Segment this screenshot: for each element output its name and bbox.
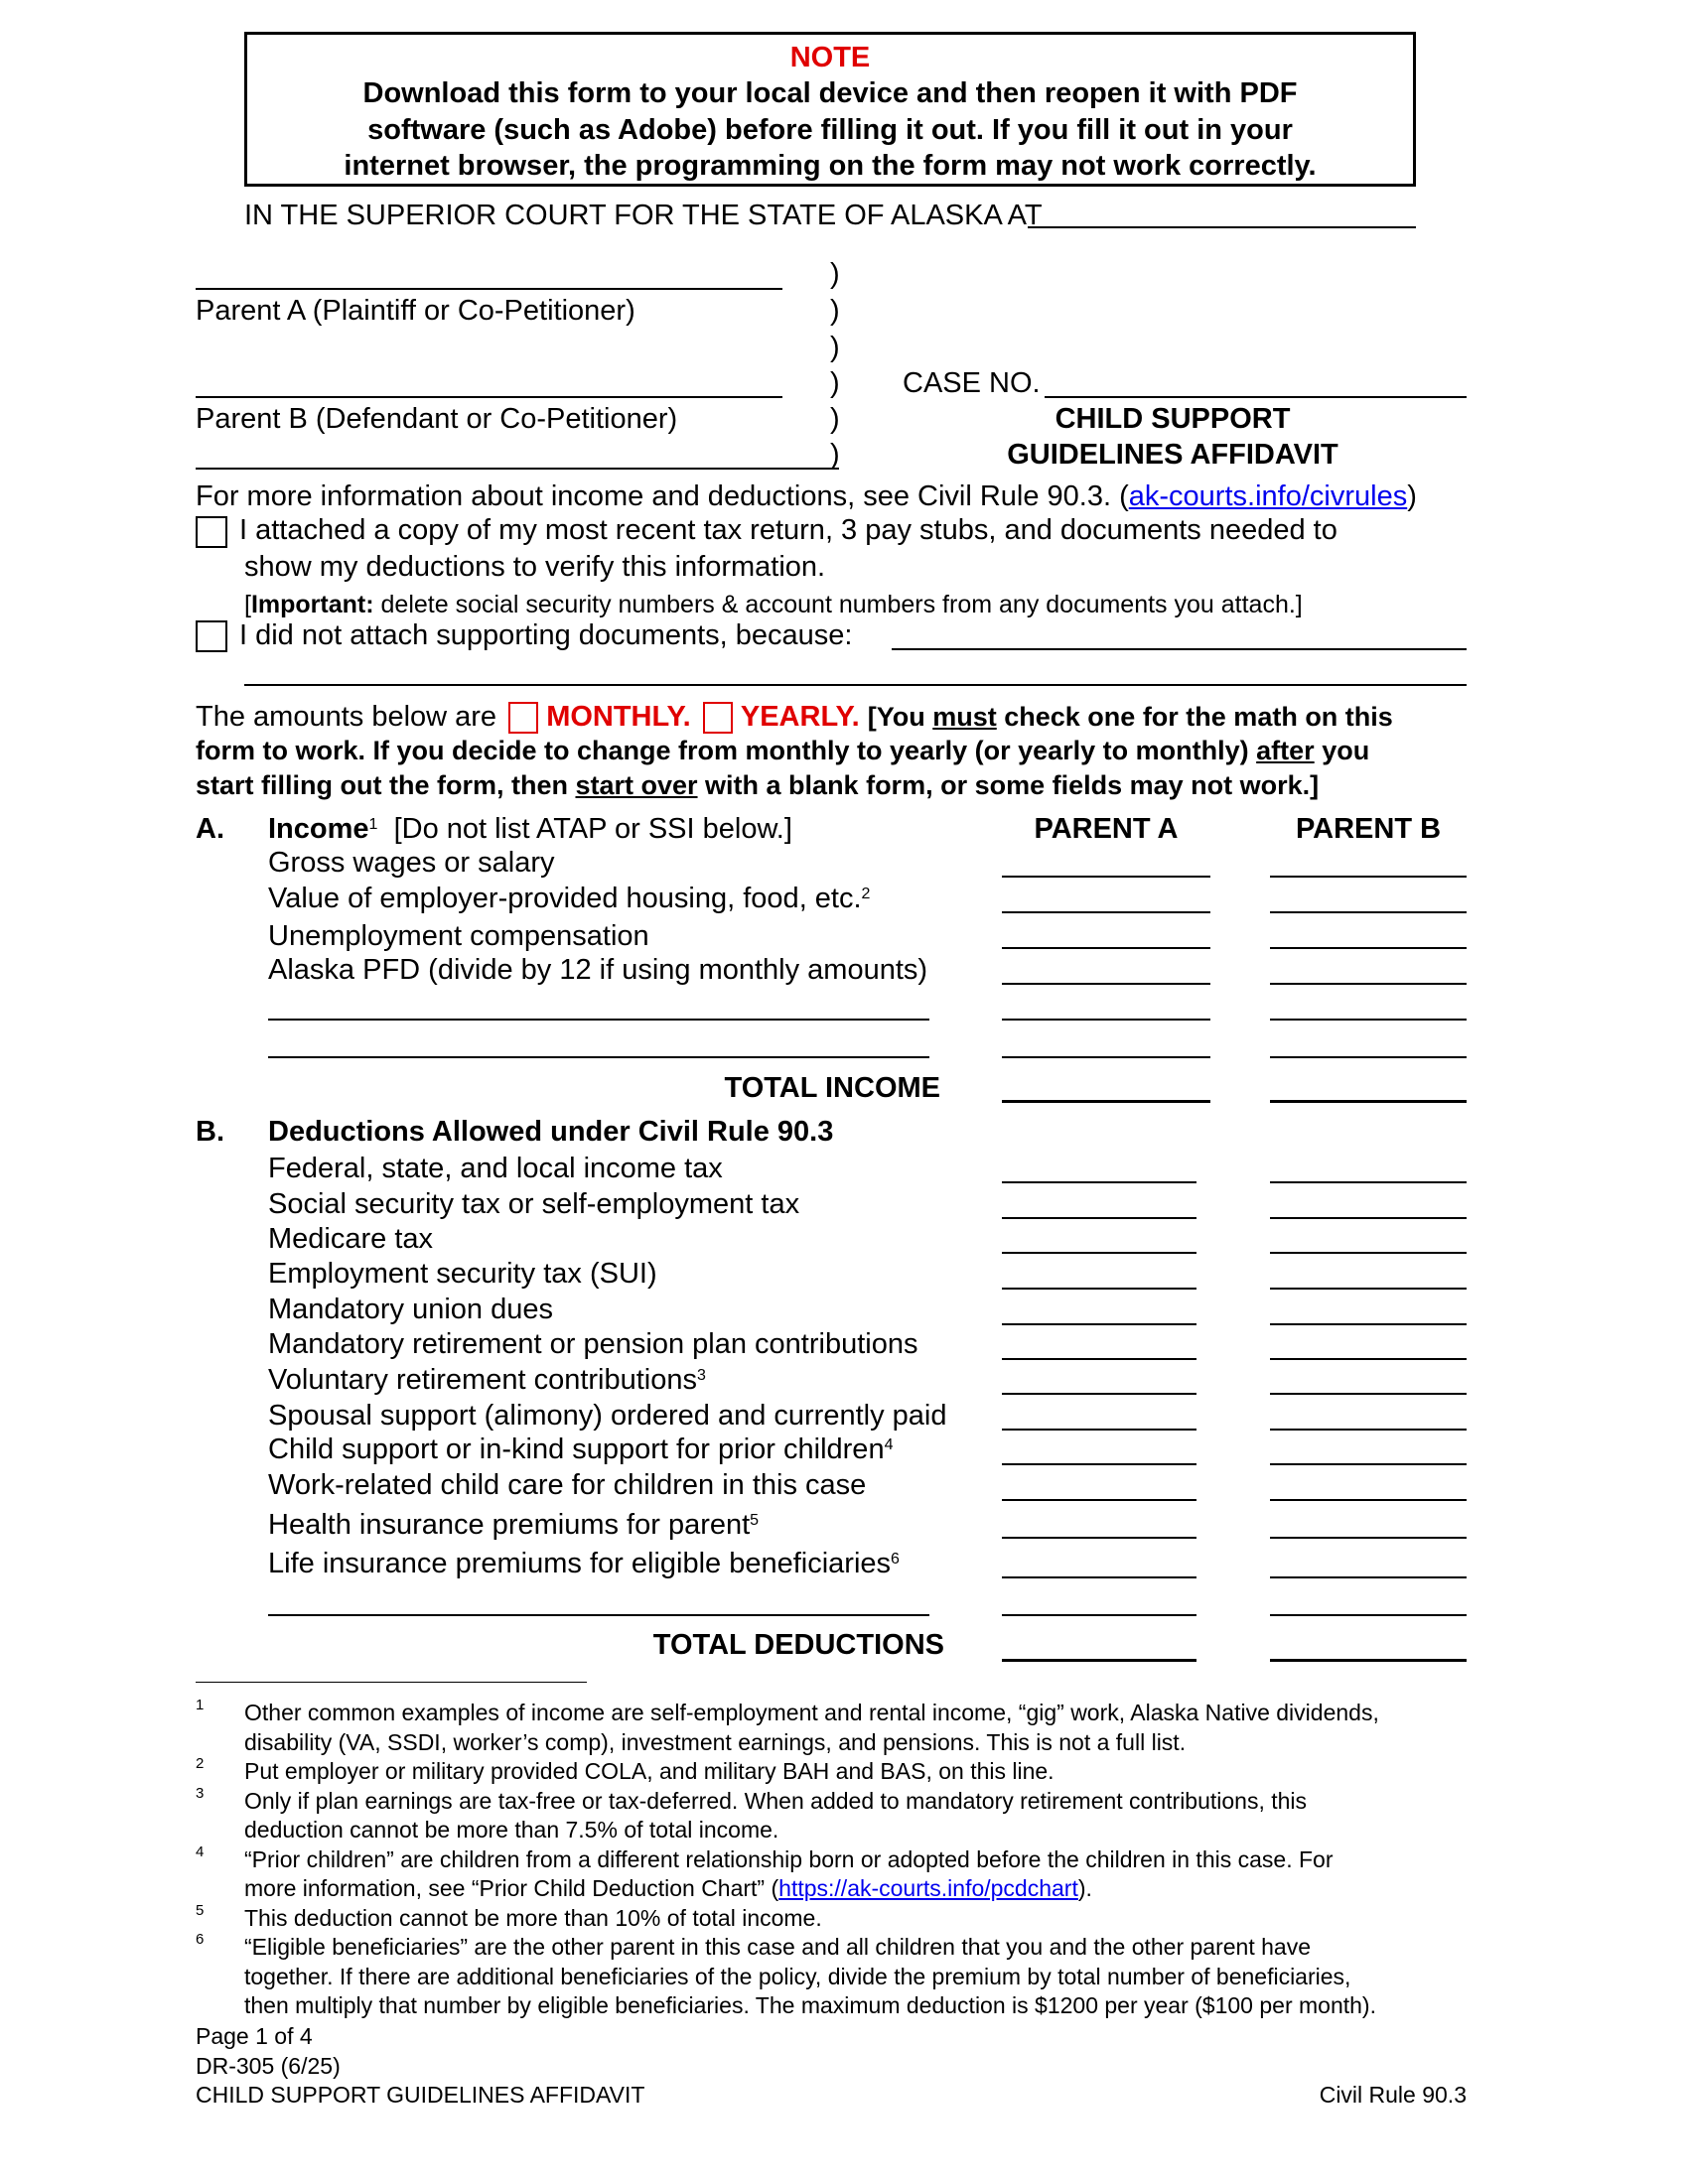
t: you xyxy=(1314,736,1370,765)
note-line-3: internet browser, the programming on the form may not work correctly. xyxy=(344,150,1317,182)
row-label-text: Federal, state, and local income tax xyxy=(268,1153,723,1184)
caption-bottom-line xyxy=(196,468,839,470)
bracket: [ xyxy=(244,591,251,618)
total-income-label: TOTAL INCOME xyxy=(724,1072,940,1104)
row-label-text: Health insurance premiums for parent xyxy=(268,1509,751,1541)
parent-b-deduction-field[interactable] xyxy=(1270,1576,1467,1578)
court-heading: IN THE SUPERIOR COURT FOR THE STATE OF ALASKA AT xyxy=(244,200,1043,231)
footnote-text: Put employer or military provided COLA, and military BAH and BAS, on this line. xyxy=(244,1758,1055,1784)
important-text: delete social security numbers & account numbers from any documents you attach.] xyxy=(373,591,1303,618)
footnote-ref: 6 xyxy=(891,1551,900,1568)
parent-b-deduction-field[interactable] xyxy=(1270,1499,1467,1501)
section-b-letter: B. xyxy=(196,1116,224,1148)
total-deductions-label: TOTAL DEDUCTIONS xyxy=(652,1629,944,1661)
row-label xyxy=(268,953,927,987)
footnote-number: 1 xyxy=(196,1697,205,1713)
attached-documents-checkbox[interactable] xyxy=(196,516,227,548)
footer-rule: Civil Rule 90.3 xyxy=(1319,2082,1467,2108)
must-emphasis: must xyxy=(932,702,997,732)
t: start filling out the form, then xyxy=(196,770,576,800)
parent-b-deduction-field[interactable] xyxy=(1270,1252,1467,1254)
parent-a-deduction-field[interactable] xyxy=(1002,1288,1196,1290)
footnote-text: “Eligible beneficiaries” are the other parent in this case and all children that you and the other parent have xyxy=(244,1934,1311,1960)
attached-text-line-1: I attached a copy of my most recent tax return, 3 pay stubs, and documents needed to xyxy=(239,514,1337,546)
no-documents-checkbox[interactable] xyxy=(196,620,227,652)
row-label-text: Child support or in-kind support for prior children xyxy=(268,1433,885,1465)
caption-paren: ) xyxy=(830,367,840,399)
parent-b-income-field[interactable] xyxy=(1270,983,1467,985)
form-number: DR-305 (6/25) xyxy=(196,2053,341,2079)
parent-a-income-field[interactable] xyxy=(1002,1056,1210,1058)
total-deductions-parent-b[interactable] xyxy=(1270,1659,1467,1662)
footnote-ref: 2 xyxy=(861,886,871,902)
attached-text-line-2: show my deductions to verify this information. xyxy=(244,551,826,583)
parent-a-column-header: PARENT A xyxy=(1034,813,1179,845)
footer-form-title: CHILD SUPPORT GUIDELINES AFFIDAVIT xyxy=(196,2082,645,2108)
parent-b-income-field[interactable] xyxy=(1270,911,1467,913)
parent-b-deduction-field[interactable] xyxy=(1270,1181,1467,1183)
footnote-ref: 1 xyxy=(368,816,378,833)
t: check one for the math on this xyxy=(996,702,1393,732)
row-label xyxy=(268,1222,433,1256)
parent-a-income-field[interactable] xyxy=(1002,876,1210,878)
parent-b-name-field[interactable] xyxy=(196,396,782,398)
row-label xyxy=(268,1257,657,1291)
footnote-ref: 5 xyxy=(750,1512,760,1529)
row-label-text: Gross wages or salary xyxy=(268,847,555,879)
row-label-text: Life insurance premiums for eligible beneficiaries xyxy=(268,1548,892,1579)
parent-b-column-header: PARENT B xyxy=(1295,813,1442,845)
period-instruction xyxy=(868,702,1393,732)
parent-b-deduction-field[interactable] xyxy=(1270,1463,1467,1465)
other-deduction-description-field[interactable] xyxy=(268,1614,929,1616)
row-label xyxy=(268,1152,723,1185)
row-label-text: Mandatory retirement or pension plan contributions xyxy=(268,1328,918,1360)
footnote-text: “Prior children” are children from a different relationship born or adopted before the children in this case. For xyxy=(244,1845,1334,1872)
info-text xyxy=(196,479,1417,513)
parent-a-name-field[interactable] xyxy=(196,288,782,290)
period-line-3 xyxy=(196,768,1319,802)
row-label-text: Social security tax or self-employment tax xyxy=(268,1188,800,1220)
parent-a-income-field[interactable] xyxy=(1002,1019,1210,1021)
footnote-text: then multiply that number by eligible beneficiaries. The maximum deduction is $1200 per year ($100 per month). xyxy=(244,1992,1376,2018)
row-label xyxy=(268,1433,893,1466)
parent-b-label: Parent B (Defendant or Co-Petitioner) xyxy=(196,403,678,435)
footnote-text: deduction cannot be more than 7.5% of total income. xyxy=(244,1817,779,1843)
row-label-text: Mandatory union dues xyxy=(268,1294,553,1325)
form-title-line-1: CHILD SUPPORT xyxy=(1055,403,1291,435)
yearly-checkbox[interactable] xyxy=(703,702,733,734)
reason-field-line-1[interactable] xyxy=(892,648,1467,650)
deductions-heading: Deductions Allowed under Civil Rule 90.3 xyxy=(268,1116,834,1148)
total-income-parent-b[interactable] xyxy=(1270,1100,1467,1103)
row-label xyxy=(268,919,649,953)
t: with a blank form, or some fields may not work.] xyxy=(697,770,1320,800)
parent-b-deduction-field[interactable] xyxy=(1270,1429,1467,1431)
note-line-2: software (such as Adobe) before filling it out. If you fill it out in your xyxy=(367,114,1293,146)
row-label-text: Employment security tax (SUI) xyxy=(268,1258,657,1290)
row-label xyxy=(268,1293,553,1326)
page-number: Page 1 of 4 xyxy=(196,2023,313,2049)
row-label-text: Spousal support (alimony) ordered and currently paid xyxy=(268,1400,947,1432)
footnote-number: 3 xyxy=(196,1784,205,1802)
income-heading xyxy=(268,812,792,846)
row-label xyxy=(268,1187,799,1221)
footnote-text: This deduction cannot be more than 10% of total income. xyxy=(244,1904,822,1931)
row-label xyxy=(268,1508,759,1542)
row-label xyxy=(268,1547,900,1580)
footnote-number: 4 xyxy=(196,1843,205,1860)
income-title: Income xyxy=(268,813,369,845)
parent-a-deduction-field[interactable] xyxy=(1002,1429,1196,1431)
period-prefix: The amounts below are xyxy=(196,701,497,733)
info-text-label: For more information about income and deductions, see Civil Rule 90.3. ( xyxy=(196,480,1129,512)
section-a-letter: A. xyxy=(196,813,224,845)
case-no-field[interactable] xyxy=(1045,396,1467,398)
parent-b-income-field[interactable] xyxy=(1270,1056,1467,1058)
row-label-text: Value of employer-provided housing, food, etc. xyxy=(268,883,862,914)
caption-paren: ) xyxy=(830,439,840,471)
footnote-text-part: ). xyxy=(1077,1875,1092,1901)
row-label xyxy=(268,1468,866,1502)
period-line-2 xyxy=(196,734,1369,767)
note-title: NOTE xyxy=(789,42,871,73)
parent-a-income-field[interactable] xyxy=(1002,947,1210,949)
row-label-text: Voluntary retirement contributions xyxy=(268,1364,697,1396)
parent-a-deduction-field[interactable] xyxy=(1002,1358,1196,1360)
other-income-description-field[interactable] xyxy=(268,1056,929,1058)
parent-b-deduction-field[interactable] xyxy=(1270,1393,1467,1395)
total-deductions-parent-a[interactable] xyxy=(1002,1659,1196,1662)
caption-paren: ) xyxy=(830,258,840,290)
footnote-text: disability (VA, SSDI, worker’s comp), investment earnings, and pensions. This is not a full list. xyxy=(244,1728,1187,1755)
footnote-ref: 3 xyxy=(697,1367,706,1384)
row-label-text: Work-related child care for children in this case xyxy=(268,1469,867,1501)
row-label-text: Unemployment compensation xyxy=(268,920,649,952)
parent-a-deduction-field[interactable] xyxy=(1002,1499,1196,1501)
parent-a-deduction-field[interactable] xyxy=(1002,1217,1196,1219)
court-location-field[interactable] xyxy=(1028,226,1416,228)
after-emphasis: after xyxy=(1256,736,1315,765)
start-over-emphasis: start over xyxy=(575,770,698,800)
parent-b-deduction-field[interactable] xyxy=(1270,1614,1467,1616)
parent-a-deduction-field[interactable] xyxy=(1002,1323,1196,1325)
caption-paren: ) xyxy=(830,332,840,363)
monthly-label: MONTHLY. xyxy=(546,701,691,733)
parent-b-deduction-field[interactable] xyxy=(1270,1288,1467,1290)
row-label xyxy=(268,882,870,915)
parent-a-deduction-field[interactable] xyxy=(1002,1393,1196,1395)
row-label-text: Alaska PFD (divide by 12 if using monthly amounts) xyxy=(268,954,928,986)
row-label-text: Medicare tax xyxy=(268,1223,434,1255)
footnote-text xyxy=(244,1874,1092,1902)
parent-b-deduction-field[interactable] xyxy=(1270,1323,1467,1325)
parent-a-deduction-field[interactable] xyxy=(1002,1463,1196,1465)
parent-a-deduction-field[interactable] xyxy=(1002,1252,1196,1254)
t: [You xyxy=(867,702,933,732)
parent-b-deduction-field[interactable] xyxy=(1270,1537,1467,1539)
form-title-line-2: GUIDELINES AFFIDAVIT xyxy=(1007,439,1338,471)
footnote-text: Other common examples of income are self-employment and rental income, “gig” work, Alaska Native dividends, xyxy=(244,1700,1379,1725)
caption-paren: ) xyxy=(830,403,840,435)
income-note: [Do not list ATAP or SSI below.] xyxy=(393,813,792,845)
parent-a-deduction-field[interactable] xyxy=(1002,1181,1196,1183)
footnote-text: together. If there are additional beneficiaries of the policy, divide the premium by total number of beneficiaries, xyxy=(244,1963,1351,1989)
footnote-text-part: more information, see “Prior Child Deduction Chart” ( xyxy=(244,1875,779,1901)
parent-a-label: Parent A (Plaintiff or Co-Petitioner) xyxy=(196,295,635,327)
parent-b-income-field[interactable] xyxy=(1270,1019,1467,1021)
monthly-checkbox[interactable] xyxy=(508,702,538,734)
footnote-text: Only if plan earnings are tax-free or tax-deferred. When added to mandatory retirement contributions, this xyxy=(244,1787,1308,1814)
case-no-label: CASE NO. xyxy=(903,367,1041,399)
row-label xyxy=(268,1399,946,1433)
parent-a-deduction-field[interactable] xyxy=(1002,1537,1196,1539)
footnote-number: 6 xyxy=(196,1931,205,1948)
parent-a-income-field[interactable] xyxy=(1002,911,1210,913)
total-income-parent-a[interactable] xyxy=(1002,1100,1210,1103)
parent-b-income-field[interactable] xyxy=(1270,947,1467,949)
footnote-ref: 4 xyxy=(884,1436,894,1453)
period-line-1 xyxy=(196,700,1393,734)
other-income-description-field[interactable] xyxy=(268,1019,929,1021)
parent-b-deduction-field[interactable] xyxy=(1270,1217,1467,1219)
important-label: Important: xyxy=(250,591,374,618)
civrules-link[interactable]: ak-courts.info/civrules xyxy=(1128,480,1408,512)
parent-a-deduction-field[interactable] xyxy=(1002,1576,1196,1578)
info-close: ) xyxy=(1407,480,1417,512)
row-label xyxy=(268,1363,706,1397)
t: form to work. If you decide to change from monthly to yearly (or yearly to monthly) xyxy=(196,736,1257,765)
reason-field-line-2[interactable] xyxy=(244,684,1467,686)
caption-paren: ) xyxy=(830,295,840,327)
parent-b-income-field[interactable] xyxy=(1270,876,1467,878)
parent-a-income-field[interactable] xyxy=(1002,983,1210,985)
parent-b-deduction-field[interactable] xyxy=(1270,1358,1467,1360)
no-documents-text: I did not attach supporting documents, because: xyxy=(239,619,853,651)
pcdchart-link[interactable]: https://ak-courts.info/pcdchart xyxy=(778,1875,1078,1901)
footnote-number: 2 xyxy=(196,1755,205,1772)
row-label xyxy=(268,1327,917,1361)
note-line-1: Download this form to your local device and then reopen it with PDF xyxy=(362,77,1298,109)
important-note xyxy=(244,588,1303,621)
footnote-separator xyxy=(196,1682,587,1683)
yearly-label: YEARLY. xyxy=(740,701,860,733)
footnote-number: 5 xyxy=(196,1901,205,1919)
row-label xyxy=(268,846,555,880)
parent-a-deduction-field[interactable] xyxy=(1002,1614,1196,1616)
